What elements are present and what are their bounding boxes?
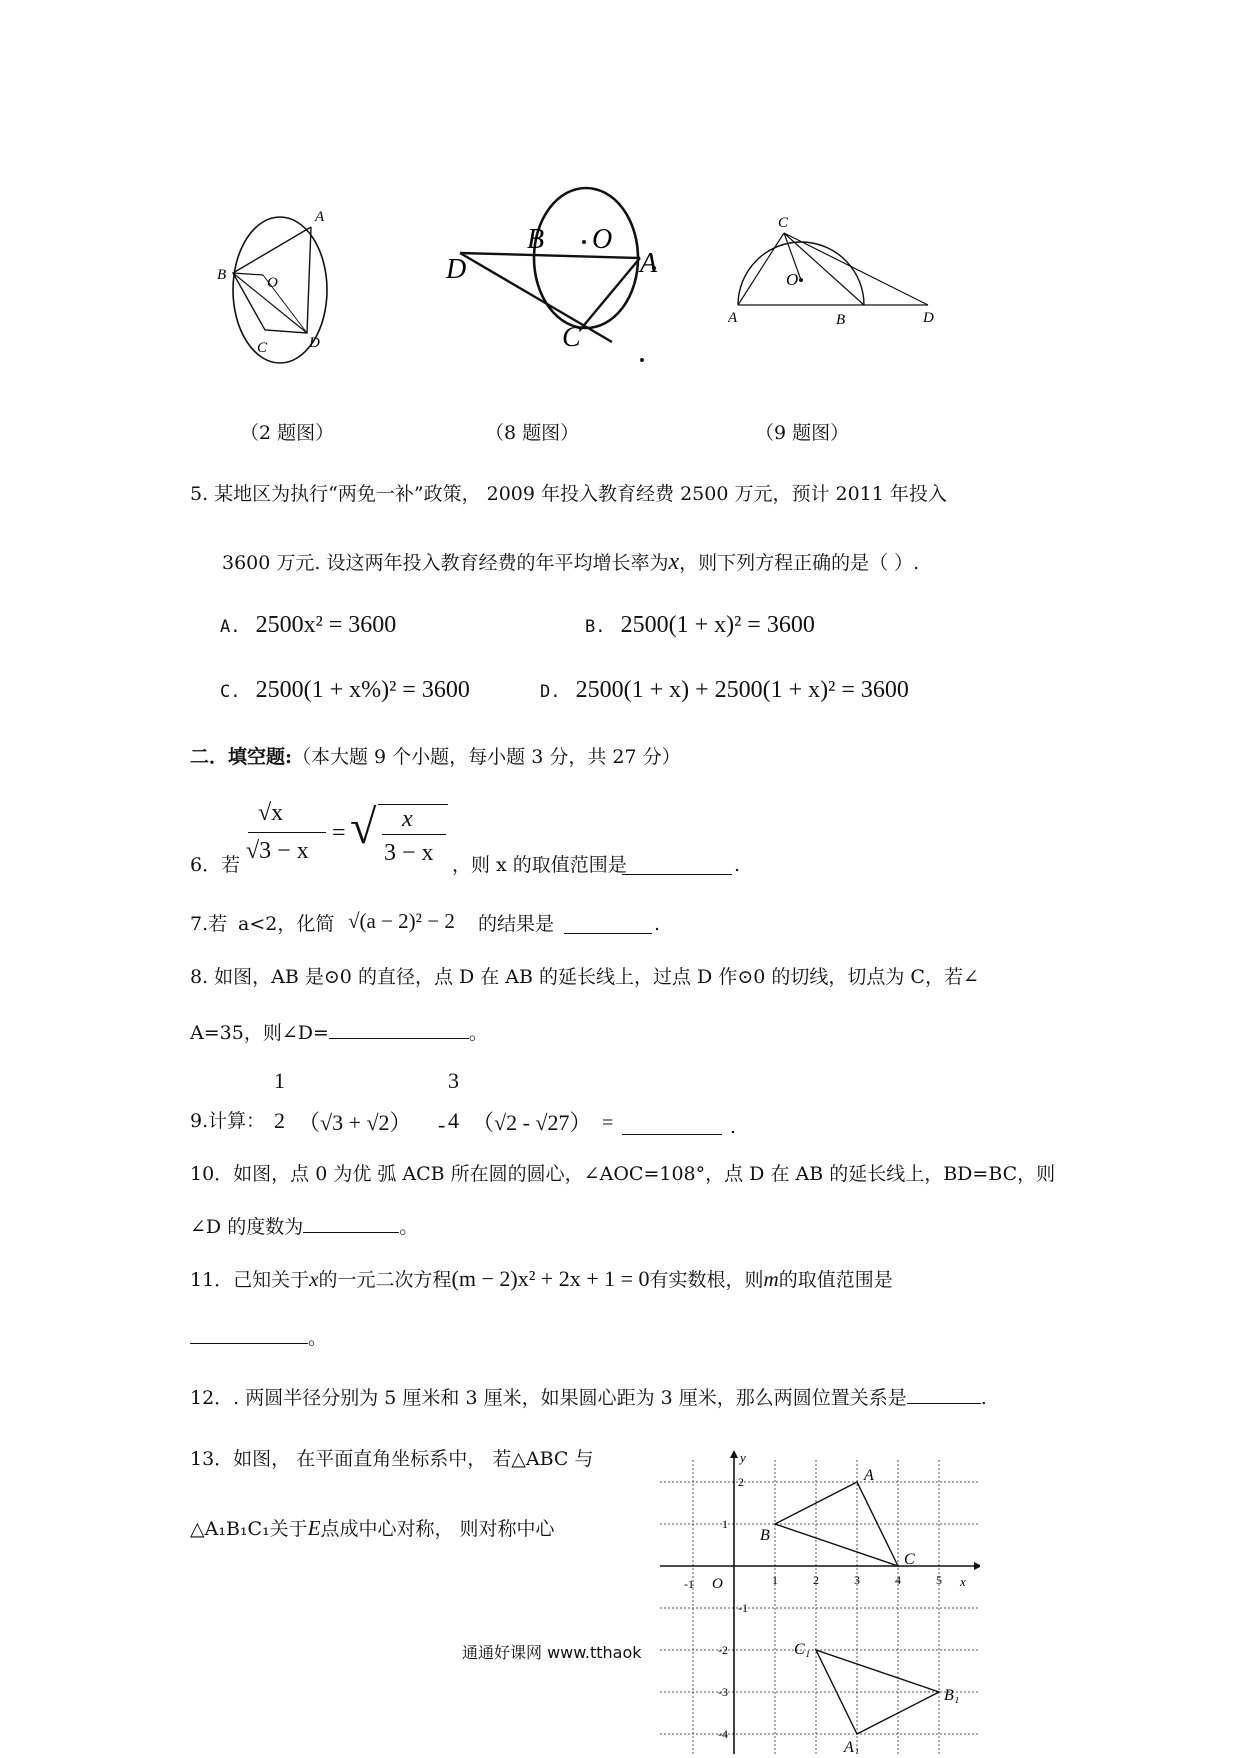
q6-prefix: 6．若 xyxy=(190,854,241,876)
q11-line1-a: 11．己知关于 xyxy=(190,1269,310,1291)
q12-end: . xyxy=(980,1387,987,1409)
q9-fraction2-numerator: 3 xyxy=(448,1068,459,1093)
fig9-label-d: D xyxy=(923,310,934,326)
origin-label: O xyxy=(712,1576,723,1592)
q10-end: 。 xyxy=(399,1216,419,1238)
q7 xyxy=(190,905,690,941)
fig9-label-o: O xyxy=(786,270,799,289)
q11-line1-d: 的取值范围是 xyxy=(778,1269,893,1291)
q7-prefix: 7.若 xyxy=(190,913,228,935)
figure-8 xyxy=(432,150,672,380)
q6-rhs-vinculum xyxy=(378,804,448,805)
q10-line2-text: ∠D 的度数为 xyxy=(190,1216,304,1238)
q11-var-m: m xyxy=(763,1267,779,1291)
q9-minus: - xyxy=(438,1112,446,1137)
fig9-label-c: C xyxy=(778,215,789,231)
q6-rhs-radical: √ xyxy=(350,801,377,854)
point-b1-label: B₁ xyxy=(944,1687,960,1704)
q7-expression: √(a − 2)² − 2 xyxy=(348,909,455,933)
q8-line2-text: A=35，则∠D= xyxy=(190,1022,329,1044)
section-2-title: 二．填空题: xyxy=(190,746,293,768)
q13-line2-b: 点成中心对称， 则对称中心 xyxy=(320,1518,555,1540)
fig2-label-a: A xyxy=(315,209,325,225)
q10-line1: 10．如图，点 0 为优 弧 ACB 所在圆的圆心，∠AOC=108°，点 D 在 AB 的延长线上，BD=BC，则 xyxy=(190,1163,1056,1185)
q6-lhs-numerator: √x xyxy=(258,800,284,826)
fig8-label-d: D xyxy=(446,254,467,285)
y-tick-neg2: -2 xyxy=(718,1643,728,1657)
q9-answer-blank[interactable] xyxy=(622,1116,722,1135)
point-a-label: A xyxy=(864,1467,874,1484)
q5-option-a-expr: 2500x² = 3600 xyxy=(255,612,397,638)
q5-option-b-expr: 2500(1 + x)² = 3600 xyxy=(620,612,815,638)
y-tick-neg3: -3 xyxy=(718,1685,728,1699)
fig2-label-b: B xyxy=(217,267,227,283)
q6-rhs-denominator: 3 − x xyxy=(384,840,434,866)
q5-variable: x xyxy=(668,549,680,575)
q5-line1: 5. 某地区为执行“两免一补”政策， 2009 年投入教育经费 2500 万元，预计 2011 年投入 xyxy=(190,483,947,505)
figure-8-caption: （8 题图） xyxy=(485,422,580,444)
figure-2-caption: （2 题图） xyxy=(240,422,335,444)
figure-2 xyxy=(205,195,355,390)
q5-line2 xyxy=(222,550,919,574)
x-axis-arrow xyxy=(974,1562,980,1570)
q6-end: . xyxy=(734,854,741,876)
q6 xyxy=(190,800,750,875)
fig2-label-o: O xyxy=(267,275,278,291)
point-a1-label: A₁ xyxy=(844,1739,860,1754)
q9-fraction1-denominator: 2 xyxy=(274,1108,285,1133)
x-tick-3: 3 xyxy=(854,1573,860,1587)
q6-equals: = xyxy=(332,820,346,846)
q5-option-c xyxy=(220,677,470,704)
figure-8-drawing xyxy=(432,150,672,380)
point-c1-label: C₁ xyxy=(794,1641,811,1658)
coordinate-grid-figure xyxy=(660,1450,980,1754)
q7-condition: a<2，化简 xyxy=(238,913,335,935)
q9-end: . xyxy=(730,1116,737,1138)
q13-line2 xyxy=(190,1518,555,1539)
q7-end: . xyxy=(654,913,661,935)
q11-line1-c: 有实数根，则 xyxy=(649,1269,764,1291)
q8-line2 xyxy=(190,1020,488,1043)
q5-option-b-label: B. xyxy=(585,617,606,637)
q13-line1: 13．如图， 在平面直角坐标系中， 若△ABC 与 xyxy=(190,1448,594,1470)
q5-line2-b: ，则下列方程正确的是（ ）. xyxy=(679,552,920,574)
x-tick-5: 5 xyxy=(936,1573,942,1587)
figure-2-drawing xyxy=(205,195,355,390)
q10-line2 xyxy=(190,1214,418,1237)
y-tick-1: 1 xyxy=(722,1517,728,1531)
q5-option-c-label: C. xyxy=(220,682,241,702)
figure-9-caption: （9 题图） xyxy=(755,422,850,444)
q9-prefix: 9.计算： xyxy=(190,1110,266,1132)
y-tick-2: 2 xyxy=(738,1475,744,1489)
q12-text: 12．. 两圆半径分别为 5 厘米和 3 厘米，如果圆心距为 3 厘米，那么两圆位置关系是 xyxy=(190,1387,907,1409)
q7-answer-blank[interactable] xyxy=(564,915,652,934)
q9-equals: = xyxy=(602,1112,614,1134)
q5-option-d-label: D. xyxy=(540,682,561,702)
y-axis-label: y xyxy=(740,1450,746,1465)
q9 xyxy=(190,1068,790,1138)
q11-line1-b: 的一元二次方程 xyxy=(318,1269,452,1291)
fig9-label-b: B xyxy=(836,312,846,328)
q6-lhs-bar xyxy=(248,832,326,833)
fig2-label-d: D xyxy=(309,335,320,351)
footer-watermark: 通通好课网 www.tthaok xyxy=(462,1643,642,1662)
q6-answer-blank[interactable] xyxy=(622,856,732,875)
section-2-note: （本大题 9 个小题，每小题 3 分，共 27 分） xyxy=(292,746,681,768)
q9-part2: （√2 - √27） xyxy=(472,1110,592,1135)
q5-option-d xyxy=(540,677,909,704)
fig8-label-a: A xyxy=(640,248,658,279)
q9-part1: （√3 + √2） xyxy=(298,1110,412,1135)
q6-rhs-bar xyxy=(382,834,446,835)
q5-option-d-expr: 2500(1 + x) + 2500(1 + x)² = 3600 xyxy=(575,677,909,703)
x-tick-2: 2 xyxy=(813,1573,819,1587)
x-tick-1: 1 xyxy=(772,1573,778,1587)
q5-option-b xyxy=(585,612,815,639)
coordinate-grid xyxy=(660,1450,980,1754)
fig9-label-a: A xyxy=(728,310,738,326)
q8-answer-blank[interactable] xyxy=(329,1020,469,1039)
q11-line2 xyxy=(190,1325,327,1348)
y-axis-arrow xyxy=(730,1450,738,1458)
fig8-label-o: O xyxy=(592,224,613,255)
point-c-label: C xyxy=(904,1551,915,1568)
y-tick-neg4: -4 xyxy=(718,1727,728,1741)
q11-equation: (m − 2)x² + 2x + 1 = 0 xyxy=(451,1266,650,1291)
q6-rhs-numerator: x xyxy=(402,806,413,832)
x-tick-neg1: -1 xyxy=(684,1577,694,1591)
q11-answer-blank[interactable] xyxy=(190,1325,308,1344)
figure-9-drawing xyxy=(728,210,948,330)
q10-answer-blank[interactable] xyxy=(303,1214,399,1233)
q7-suffix: 的结果是 xyxy=(478,913,555,935)
point-b-label: B xyxy=(760,1527,770,1544)
q6-lhs-denominator: √3 − x xyxy=(246,838,309,864)
q11-end: 。 xyxy=(308,1327,328,1349)
x-tick-4: 4 xyxy=(895,1573,901,1587)
x-axis-label: x xyxy=(960,1574,966,1589)
q8-line1: 8. 如图，AB 是⊙0 的直径，点 D 在 AB 的延长线上，过点 D 作⊙0 的切线，切点为 C，若∠ xyxy=(190,966,979,988)
fig8-label-c: C xyxy=(562,322,581,353)
q9-fraction2-denominator: 4 xyxy=(448,1108,459,1133)
q6-suffix: ，则 x 的取值范围是 xyxy=(452,854,627,876)
q5-line2-a: 3600 万元. 设这两年投入教育经费的年平均增长率为 xyxy=(222,552,669,574)
q11-line1 xyxy=(190,1268,893,1290)
q8-end: 。 xyxy=(468,1022,488,1044)
fig2-label-c: C xyxy=(257,340,268,356)
q13-line2-a: △A₁B₁C₁关于 xyxy=(190,1518,308,1540)
y-tick-neg1: -1 xyxy=(738,1601,748,1615)
q12 xyxy=(190,1385,987,1408)
fig8-label-b: B xyxy=(527,224,545,255)
q12-answer-blank[interactable] xyxy=(907,1385,981,1404)
section-2-header xyxy=(190,748,681,767)
q5-option-a xyxy=(220,612,396,639)
q5-option-c-expr: 2500(1 + x%)² = 3600 xyxy=(255,677,470,703)
q5-option-a-label: A. xyxy=(220,617,241,637)
q9-fraction1-numerator: 1 xyxy=(274,1068,285,1093)
figure-9 xyxy=(728,210,948,330)
q11-var-x: x xyxy=(309,1267,319,1291)
q13-var-e: E xyxy=(307,1516,321,1540)
